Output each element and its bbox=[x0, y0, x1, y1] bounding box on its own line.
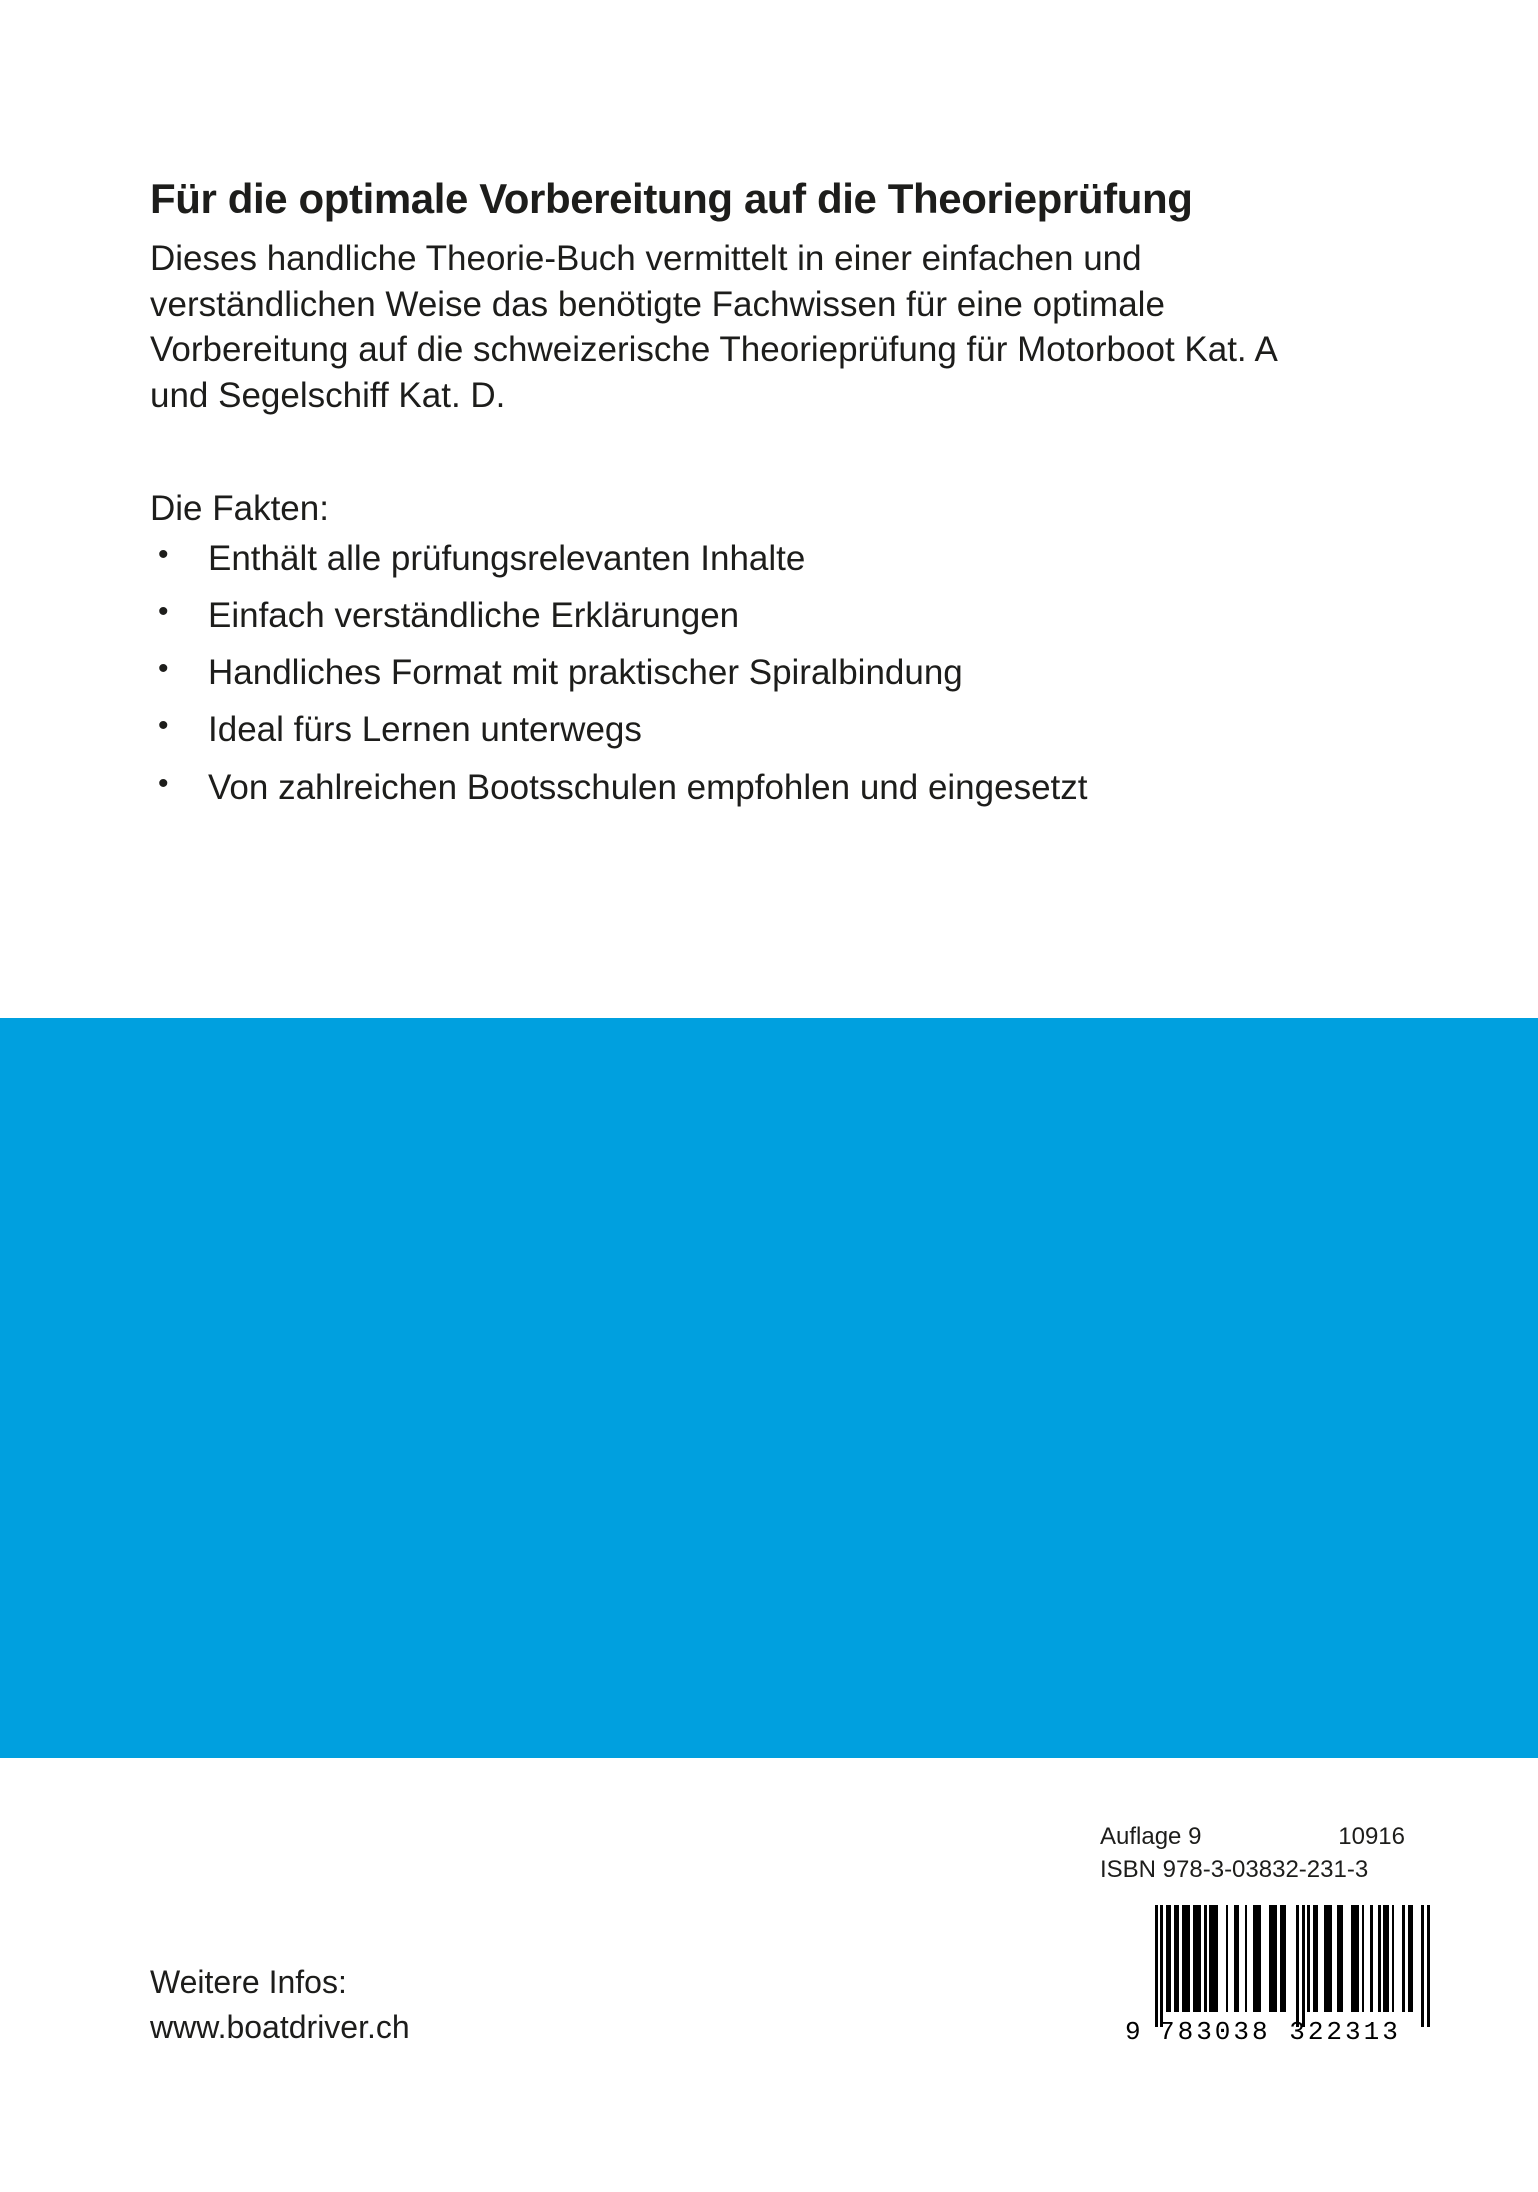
edition-label: Auflage 9 bbox=[1100, 1823, 1202, 1850]
list-item: • Ideal fürs Lernen unterwegs bbox=[150, 709, 1350, 750]
barcode-bars bbox=[1155, 1905, 1430, 2027]
list-item: • Enthält alle prüfungsrelevanten Inhalte bbox=[150, 538, 1350, 579]
facts-label: Die Fakten: bbox=[150, 489, 329, 529]
blue-color-band bbox=[0, 1018, 1538, 1758]
edition-code: 10916 bbox=[1338, 1823, 1405, 1850]
barcode-lead-digit: 9 bbox=[1125, 2017, 1141, 2047]
list-item: • Einfach verständliche Erklärungen bbox=[150, 595, 1350, 636]
further-info-block bbox=[150, 1960, 410, 2051]
list-item: • Von zahlreichen Bootsschulen empfohlen und eingesetzt bbox=[150, 767, 1350, 808]
facts-list bbox=[150, 538, 1350, 808]
barcode-digits: 783038 322313 bbox=[1159, 2017, 1401, 2047]
barcode bbox=[1125, 1905, 1430, 2055]
edition-info bbox=[1100, 1820, 1430, 1886]
isbn-text: ISBN 978-3-03832-231-3 bbox=[1100, 1856, 1369, 1884]
text-content-block bbox=[150, 175, 1350, 824]
list-item: • Handliches Format mit praktischer Spiralbindung bbox=[150, 652, 1350, 693]
further-info-label: Weitere Infos: bbox=[150, 1964, 347, 2000]
website-url[interactable]: www.boatdriver.ch bbox=[150, 2009, 410, 2046]
edition-row bbox=[1100, 1820, 1405, 1853]
page-title: Für die optimale Vorbereitung auf die Theorieprüfung bbox=[150, 175, 1193, 222]
intro-paragraph: Dieses handliche Theorie-Buch vermittelt in einer einfachen und verständlichen Weise das benötigte Fachwissen für eine optimale Vorbereitung auf die schweizerische Theorieprüfung für Motorboot Kat. A und Segelschiff Kat. D. bbox=[150, 239, 1276, 415]
